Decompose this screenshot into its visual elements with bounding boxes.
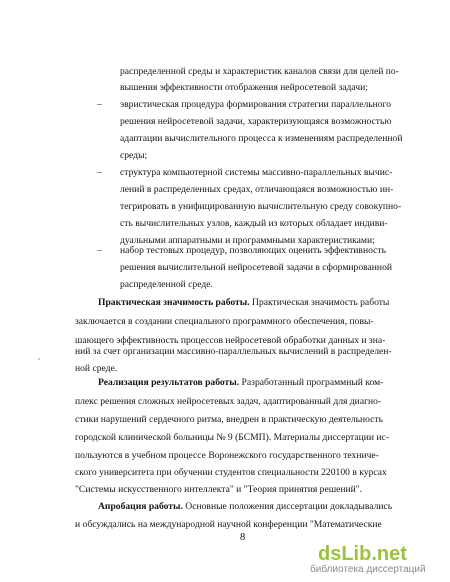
bullet-2-line-4: среды; (120, 150, 148, 161)
realization-line-5: пользуются в учебном процессе Воронежского государственного техниче- (75, 450, 379, 461)
bullet-4-line-1: набор тестовых процедур, позволяющих оценить эффективность (120, 245, 386, 256)
bullet-1-line-1: распределенной среды и характеристик каналов связи для целей по- (120, 66, 399, 77)
practical-heading: Практическая значимость работы. (98, 297, 250, 308)
realization-line-4: городской клинической больницы № 9 (БСМП). Материалы диссертации ис- (75, 432, 390, 443)
practical-line-4: ний за счет организации массивно-параллельных вычислений в распределен- (75, 346, 392, 357)
practical-line-5: ной среде. (75, 363, 118, 374)
bullet-3-line-3: тегрировать в унифицированную вычислительную среду совокупно- (120, 201, 402, 212)
realization-line-6: ского университета при обучении студентов специальности 220100 в курсах (75, 467, 387, 478)
page-number: 8 (240, 532, 246, 543)
bullet-3-line-2: лений в распределенных средах, отличающаяся возможностью ин- (120, 184, 394, 195)
bullet-4-line-2: решения вычислительной нейросетевой задачи в сформированной (120, 262, 392, 273)
bullet-4-dash: – (97, 245, 102, 256)
realization-line-7: "Системы искусственного интеллекта" и "Теория принятия решений". (75, 484, 363, 495)
watermark-brand: dsLib.net (318, 543, 407, 565)
realization-line-2: плекс решения сложных нейросетевых задач, адаптированный для диагно- (75, 396, 382, 407)
bullet-2-dash: – (97, 99, 102, 110)
bullet-3-line-1: структура компьютерной системы массивно-параллельных вычис- (120, 167, 393, 178)
approbation-line-1 (98, 501, 392, 513)
watermark (310, 543, 446, 576)
practical-line-2: заключается в создании специального программного обеспечения, повы- (75, 316, 374, 327)
bullet-3-line-4: сть вычислительных узлов, каждый из которых обладает индиви- (120, 218, 388, 229)
practical-text-1: Практическая значимость работы (249, 297, 390, 308)
bullet-3-line-5: дуальными аппаратными и программными характеристиками; (120, 235, 375, 246)
watermark-caption: библиотека диссертаций (310, 564, 426, 575)
practical-line-3: шающего эффективность процессов нейросетевой обработки данных и зна- (75, 335, 386, 346)
bullet-1-line-2: вышения эффективности отображения нейросетевой задачи; (120, 82, 368, 93)
approbation-text-1: Основные положения диссертации докладывались (182, 501, 393, 512)
approbation-heading: Апробация работы. (98, 501, 183, 512)
approbation-line-2: и обсуждались на международной научной конференции "Математические (75, 519, 382, 530)
realization-line-1 (98, 377, 383, 389)
bullet-3-dash: – (97, 167, 102, 178)
practical-line-1 (98, 297, 389, 309)
realization-text-1: Разработанный программный ком- (239, 377, 384, 388)
realization-heading: Реализация результатов работы. (98, 377, 240, 388)
bullet-2-line-1: эвристическая процедура формирования стратегии параллельного (120, 99, 392, 110)
bullet-2-line-3: адаптации вычислительного процесса к изменениям распределенной (120, 133, 403, 144)
scan-speck (38, 358, 40, 360)
bullet-2-line-2: решения нейросетевой задачи, характеризующаяся возможностью (120, 116, 392, 127)
bullet-4-line-3: распределенной среде. (120, 279, 213, 290)
realization-line-3: стики нарушений сердечного ритма, внедрен в практическую деятельность (75, 414, 383, 425)
